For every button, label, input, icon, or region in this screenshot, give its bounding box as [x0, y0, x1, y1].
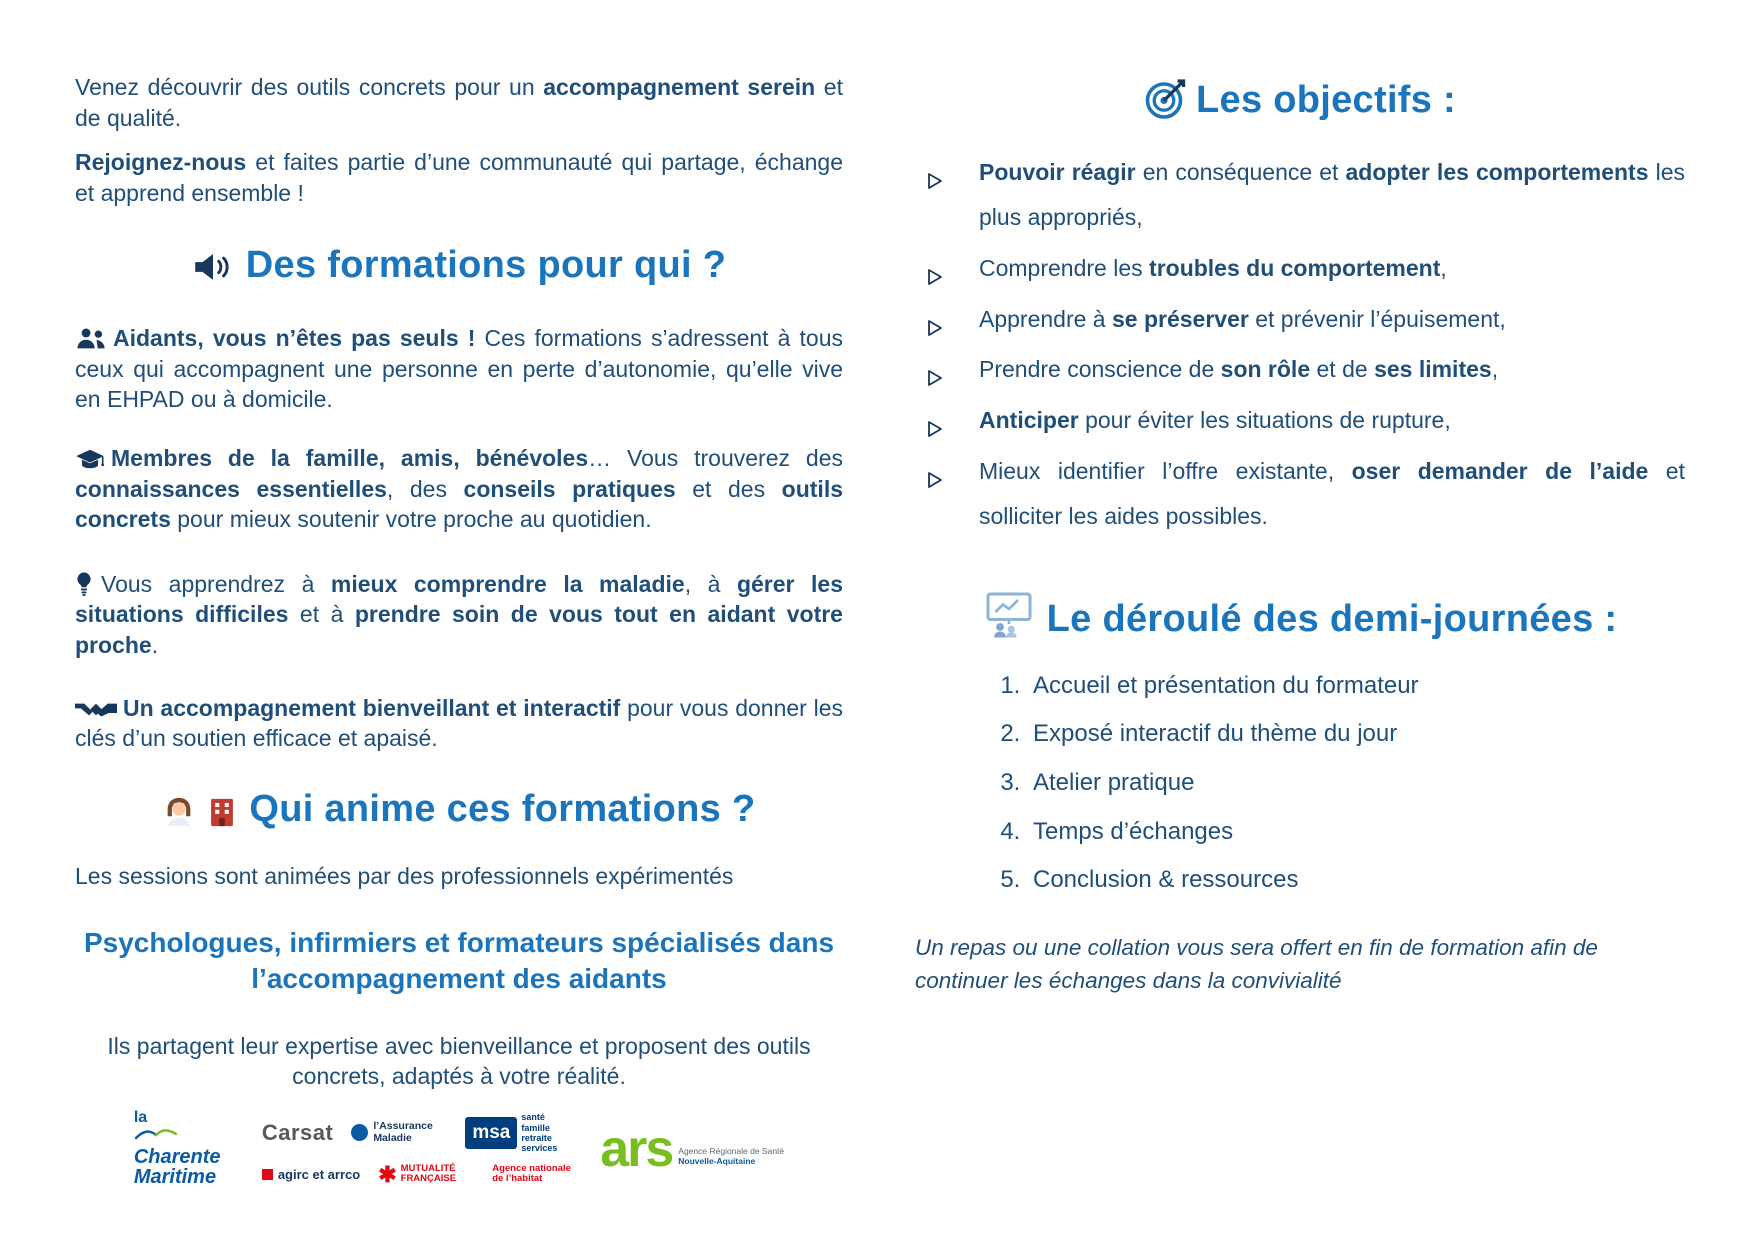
paragraph-accompagnement	[75, 693, 843, 754]
step-item: 5. Conclusion & ressources	[1027, 863, 1685, 897]
left-column	[75, 72, 843, 1187]
logo-agirc-arrco	[262, 1167, 360, 1182]
section-heading-objectifs	[915, 78, 1685, 122]
logo-msa-abbr: msa	[465, 1117, 517, 1149]
objective-item-text: Apprendre à se préserver et prévenir l’épuisement,	[979, 305, 1506, 332]
logo-assurance-maladie	[351, 1121, 447, 1144]
objective-item-text: Anticiper pour éviter les situations de rupture,	[979, 407, 1451, 434]
section-heading-deroule	[915, 591, 1685, 641]
step-item: 1. Accueil et présentation du formateur	[1027, 669, 1685, 703]
objective-item	[915, 449, 1685, 539]
logo-assurance-maladie-text: l’Assurance Maladie	[373, 1120, 433, 1144]
logo-ars-abbr: ars	[600, 1119, 673, 1178]
logo-middle-group	[262, 1112, 584, 1185]
section-heading-deroule-text: Le déroulé des demi-journées :	[1046, 597, 1618, 640]
assurance-maladie-dot-icon	[351, 1124, 368, 1141]
paragraph-intro-text: Venez découvrir des outils concrets pour un accompagnement serein et de qualité.	[75, 74, 843, 131]
meal-note: Un repas ou une collation vous sera offert en fin de formation afin de continuer les échanges dans la convivialité	[915, 934, 1598, 994]
logo-anah: Agence nationale de l’habitat	[492, 1162, 571, 1185]
lightbulb-icon	[75, 569, 101, 600]
logo-ars	[600, 1119, 785, 1178]
logo-mutualite-text: MUTUALITÉ FRANÇAISE	[400, 1162, 457, 1185]
arrow-bullet-icon	[925, 308, 945, 353]
objective-item	[915, 398, 1685, 443]
objective-item	[915, 246, 1685, 291]
logo-ars-caption-line1: Agence Régionale de Santé	[678, 1145, 785, 1156]
section-heading-formations-text: Des formations pour qui ?	[245, 244, 727, 287]
logo-ars-caption	[678, 1146, 784, 1171]
arrow-bullet-icon	[925, 358, 945, 403]
paragraph-accompagnement-text: Un accompagnement bienveillant et interactif pour vous donner les clés d’un soutien efficace et apaisé.	[75, 694, 843, 752]
objective-item	[915, 347, 1685, 392]
logo-charente-line2: Maritime	[133, 1166, 217, 1189]
logo-row-1	[262, 1112, 584, 1153]
speaker-icon	[192, 244, 234, 287]
schedule-steps-list	[915, 669, 1685, 897]
bird-icon	[134, 1126, 178, 1142]
objective-item	[915, 297, 1685, 342]
objectives-list	[915, 150, 1685, 539]
logo-msa	[465, 1112, 569, 1153]
arrow-bullet-icon	[925, 409, 945, 454]
section-heading-anime	[75, 788, 843, 831]
logo-charente-line1: Charente	[133, 1145, 221, 1168]
people-icon	[75, 323, 113, 354]
logo-agirc-arrco-text: agirc et arrco	[277, 1166, 361, 1182]
objective-item-text: Prendre conscience de son rôle et de ses limites,	[979, 356, 1499, 383]
paragraph-aidants	[75, 323, 843, 415]
objective-item-text: Pouvoir réagir en conséquence et adopter les comportements les plus appropriés,	[979, 159, 1685, 230]
arrow-bullet-icon	[925, 460, 945, 505]
logo-mutualite-francaise	[378, 1161, 474, 1187]
logo-row-2	[262, 1161, 584, 1187]
section-heading-anime-text: Qui anime ces formations ?	[249, 787, 756, 830]
handshake-icon	[75, 693, 123, 724]
agirc-badge-icon	[262, 1169, 273, 1180]
logo-charente-la: la	[133, 1109, 148, 1127]
paragraph-aidants-text: Aidants, vous n’êtes pas seuls ! Ces formations s’adressent à tous ceux qui accompagnent une personne en perte d’autonomie, qu’elle vive en EHPAD ou à domicile.	[75, 325, 843, 413]
woman-icon	[162, 788, 196, 831]
partner-logos	[75, 1110, 843, 1187]
paragraph-apprendrez-text: Vous apprendrez à mieux comprendre la maladie, à gérer les situations difficiles et à prendre soin de vous tout en aidant votre proche.	[75, 570, 844, 658]
mutualite-flower-icon: ✱	[378, 1161, 397, 1187]
paragraph-intro	[75, 72, 843, 133]
logo-carsat: Carsat	[261, 1119, 334, 1145]
logo-charente-maritime	[134, 1110, 246, 1187]
paragraph-expertise: Ils partagent leur expertise avec bienveillance et proposent des outils concrets, adaptés à votre réalité.	[107, 1032, 811, 1090]
paragraph-sessions: Les sessions sont animées par des professionnels expérimentés	[75, 862, 734, 889]
section-heading-objectifs-text: Les objectifs :	[1196, 79, 1456, 121]
logo-ars-caption-line2: Nouvelle-Aquitaine	[678, 1156, 756, 1167]
paragraph-professionnels: Psychologues, infirmiers et formateurs spécialisés dans l’accompagnement des aidants	[83, 927, 835, 995]
paragraph-rejoignez	[75, 147, 843, 208]
paragraph-membres	[75, 443, 843, 535]
paragraph-apprendrez	[75, 569, 843, 661]
target-icon	[1144, 78, 1190, 122]
section-heading-formations	[75, 244, 843, 287]
step-item: 2. Exposé interactif du thème du jour	[1027, 717, 1685, 751]
logo-msa-words: santé famille retraite services	[521, 1112, 558, 1154]
arrow-bullet-icon	[925, 161, 945, 206]
graduation-cap-icon	[75, 443, 111, 474]
building-icon	[207, 788, 237, 831]
paragraph-membres-text: Membres de la famille, amis, bénévoles… Vous trouverez des connaissances essentielles, des conseils pratiques et des outils concrets pour mieux soutenir votre proche au quotidien.	[75, 445, 844, 533]
paragraph-rejoignez-text: Rejoignez-nous et faites partie d’une communauté qui partage, échange et apprend ensemble !	[75, 149, 843, 206]
arrow-bullet-icon	[925, 257, 945, 302]
presentation-icon	[983, 591, 1035, 641]
objective-item-text: Mieux identifier l’offre existante, oser demander de l’aide et solliciter les aides possibles.	[979, 458, 1685, 529]
objective-item-text: Comprendre les troubles du comportement,	[979, 254, 1447, 281]
step-item: 3. Atelier pratique	[1027, 766, 1685, 800]
objective-item	[915, 150, 1685, 240]
right-column	[915, 78, 1685, 1021]
step-item: 4. Temps d’échanges	[1027, 815, 1685, 849]
